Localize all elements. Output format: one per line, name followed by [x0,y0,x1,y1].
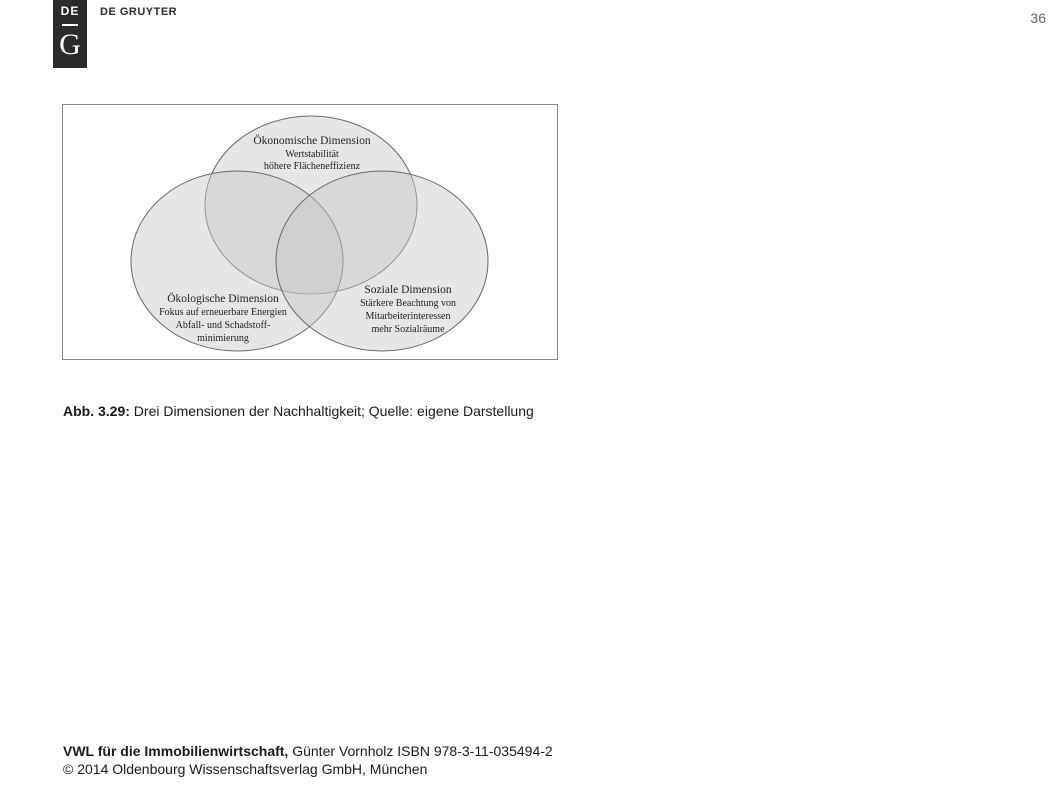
social-line-3: mehr Sozialräume [371,324,445,335]
page-number: 36 [1030,10,1046,26]
ecological-line-3: minimierung [197,333,249,344]
caption-label: Abb. 3.29: [63,403,130,419]
logo-top-text: DE [60,4,80,18]
footer-book-line [63,742,553,760]
logo-rule [62,24,78,26]
footer-book-info: Günter Vornholz ISBN 978-3-11-035494-2 [288,743,553,759]
social-line-1: Stärkere Beachtung von [359,298,457,309]
ecological-line-1: Fokus auf erneuerbare Energien [159,307,287,318]
footer [63,742,553,778]
economic-title: Ökonomische Dimension [253,135,371,147]
publisher-name: DE GRUYTER [100,6,178,18]
publisher-logo [53,0,87,68]
ecological-line-2: Abfall- und Schadstoff- [175,320,271,331]
economic-line-1: Wertstabilität [285,149,339,160]
footer-book-title: VWL für die Immobilienwirtschaft, [63,743,289,759]
venn-diagram [62,104,558,360]
ecological-title: Ökologische Dimension [167,293,279,305]
venn-svg [63,105,559,361]
caption-text: Drei Dimensionen der Nachhaltigkeit; Quelle: eigene Darstellung [129,403,534,419]
footer-copyright: © 2014 Oldenbourg Wissenschaftsverlag GmbH, München [63,761,428,777]
social-line-2: Mitarbeiterinteressen [365,311,451,322]
social-title: Soziale Dimension [364,284,452,296]
logo-bottom-text: G [59,28,81,61]
economic-line-2: höhere Flächeneffizienz [263,161,361,172]
figure-caption [63,403,534,419]
